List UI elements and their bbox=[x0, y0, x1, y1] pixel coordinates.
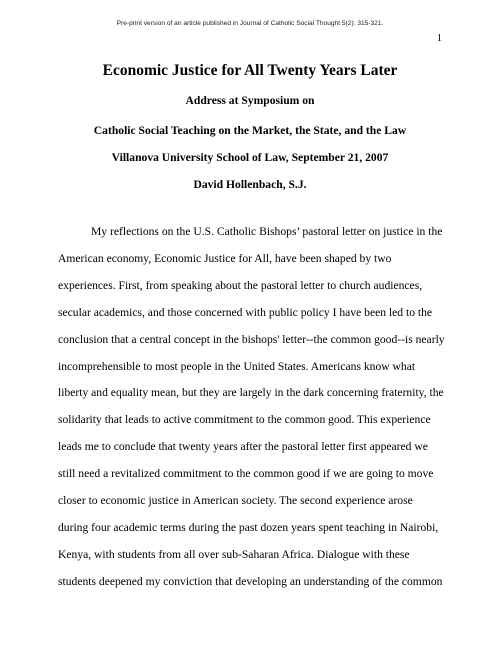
title-block bbox=[0, 62, 500, 208]
symposium-name: Catholic Social Teaching on the Market, the State, and the Law bbox=[93, 124, 407, 137]
address-subtitle: Address at Symposium on bbox=[185, 94, 315, 107]
venue-and-date: Villanova University School of Law, September 21, 2007 bbox=[111, 151, 389, 164]
page-number: 1 bbox=[436, 33, 442, 44]
body-line: American economy, Economic Justice for All, have been shaped by two bbox=[58, 251, 392, 265]
body-line: My reflections on the U.S. Catholic Bishops’ pastoral letter on justice in the bbox=[91, 225, 443, 238]
body-line: during four academic terms during the past dozen years spent teaching in Nairobi, bbox=[58, 520, 439, 534]
body-line: leads me to conclude that twenty years after the pastoral letter first appeared we bbox=[58, 440, 428, 454]
article-title: Economic Justice for All Twenty Years Later bbox=[102, 62, 398, 79]
body-line: solidarity that leads to active commitment to the common good. This experience bbox=[58, 413, 431, 427]
author-name: David Hollenbach, S.J. bbox=[193, 178, 307, 191]
body-line: students deepened my conviction that developing an understanding of the common bbox=[58, 574, 443, 588]
body-line: closer to economic justice in American society. The second experience arose bbox=[58, 494, 413, 508]
body-line: incomprehensible to most people in the United States. Americans know what bbox=[58, 359, 416, 373]
body-line: liberty and equality mean, but they are largely in the dark concerning fraternity, the bbox=[58, 386, 444, 400]
body-line: experiences. First, from speaking about the pastoral letter to church audiences, bbox=[58, 278, 423, 292]
body-line: still need a revitalized commitment to the common good if we are going to move bbox=[58, 467, 434, 481]
body-line: secular academics, and those concerned with public policy I have been led to the bbox=[58, 305, 433, 319]
body-line: Kenya, with students from all over sub-Saharan Africa. Dialogue with these bbox=[58, 547, 410, 561]
body-paragraph bbox=[58, 219, 450, 596]
preprint-note: Pre-print version of an article published in Journal of Catholic Social Thought 5(2): 315-321. bbox=[116, 20, 384, 27]
body-line: conclusion that a central concept in the bishops' letter--the common good--is nearly bbox=[58, 332, 445, 346]
